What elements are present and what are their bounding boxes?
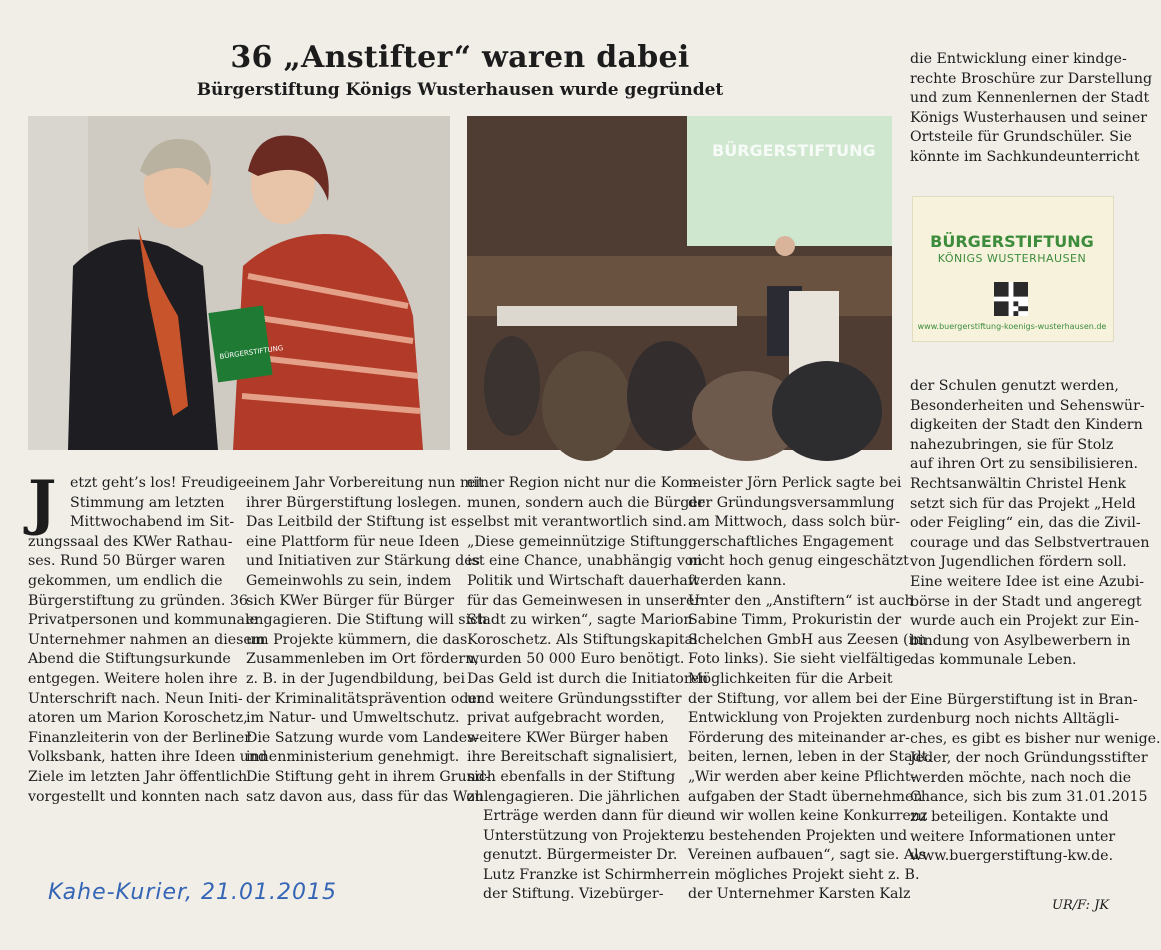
text-line: und zum Kennenlernen der Stadt	[910, 90, 1150, 107]
screen-label: BÜRGERSTIFTUNG	[712, 141, 876, 160]
text-line: Königs Wusterhausen und seiner	[910, 109, 1148, 126]
text-column-2	[246, 474, 490, 807]
text-line: Stimmung am letzten	[70, 494, 225, 511]
text-line: Zusammenleben im Ort fördern,	[246, 651, 479, 668]
text-line: der Stiftung, vor allem bei der	[688, 690, 907, 707]
text-line: innenministerium genehmigt.	[246, 749, 460, 766]
text-line: und weitere Gründungsstifter	[467, 690, 682, 707]
text-line: oder Feigling“ ein, das die Zivil-	[910, 515, 1141, 532]
text-line: um Projekte kümmern, die das	[246, 631, 468, 648]
photo-meeting-room	[467, 116, 892, 450]
text-line: weitere Informationen unter	[910, 828, 1116, 845]
text-line: z. B. in der Jugendbildung, bei	[246, 670, 466, 687]
text-line: Möglichkeiten für die Arbeit	[688, 670, 893, 687]
text-line: der Gründungsversammlung	[688, 494, 895, 511]
text-line: bindung von Asylbewerbern in	[910, 632, 1131, 649]
text-line: und Initiativen zur Stärkung des	[246, 553, 480, 570]
text-line: im Natur- und Umweltschutz.	[246, 710, 460, 727]
photo-credit: UR/F: JK	[1052, 898, 1110, 913]
text-line: meister Jörn Perlick sagte bei	[688, 475, 902, 491]
text-line: Ziele im letzten Jahr öffentlich	[28, 768, 248, 785]
text-line: gerschaftliches Engagement	[688, 533, 894, 550]
text-line: setzt sich für das Projekt „Held	[910, 495, 1136, 512]
text-line: Chance, sich bis zum 31.01.2015	[910, 789, 1148, 806]
text-line: genutzt. Bürgermeister Dr.	[483, 847, 678, 864]
text-line: www.buergerstiftung-kw.de.	[910, 848, 1114, 865]
text-line: Eine Bürgerstiftung ist in Bran-	[910, 691, 1138, 708]
text-column-3	[467, 474, 709, 905]
text-column-5-top	[910, 50, 1153, 168]
text-line: beiten, lernen, leben in der Stadt.	[688, 749, 932, 766]
text-line: satz davon aus, dass für das Wohl	[246, 788, 489, 805]
text-line: Unter den „Anstiftern“ ist auch	[688, 592, 914, 609]
text-line: von Jugendlichen fördern soll.	[910, 554, 1127, 571]
text-line: rechte Broschüre zur Darstellung	[910, 70, 1153, 87]
text-line: könnte im Sachkundeunterricht	[910, 148, 1140, 165]
text-line: für das Gemeinwesen in unserer	[467, 592, 702, 609]
text-line: digkeiten der Stadt den Kindern	[910, 417, 1143, 434]
text-line: Das Leitbild der Stiftung ist es,	[246, 514, 472, 531]
text-line: der Stiftung. Vizebürger-	[483, 886, 664, 903]
text-line: werden möchte, nach noch die	[910, 769, 1132, 786]
text-line: Vereinen aufbauen“, sagt sie. Als	[688, 847, 926, 864]
text-line: Rechtsanwältin Christel Henk	[910, 475, 1127, 492]
text-line: Finanzleiterin von der Berliner	[28, 729, 252, 746]
text-line: Das Geld ist durch die Initiatoren	[467, 670, 709, 687]
foundation-logo	[912, 196, 1114, 342]
text-line: sich KWer Bürger für Bürger	[246, 592, 455, 609]
text-line: einem Jahr Vorbereitung nun mit	[246, 475, 484, 491]
text-line: und wir wollen keine Konkurrenz	[688, 808, 928, 825]
text-line: zu engagieren. Die jährlichen	[467, 788, 680, 805]
text-line: zu bestehenden Projekten und	[688, 827, 908, 844]
drop-cap: J	[28, 468, 57, 538]
text-line: nicht hoch genug eingeschätzt	[688, 553, 909, 570]
text-line: entgegen. Weitere holen ihre	[28, 670, 238, 687]
article-subheadline: Bürgerstiftung Königs Wusterhausen wurde gegründet	[196, 80, 724, 100]
text-line: Ortsteile für Grundschüler. Sie	[910, 129, 1132, 146]
text-line: Privatpersonen und kommunale	[28, 612, 258, 629]
text-line: Unterschrift nach. Neun Initi-	[28, 690, 243, 707]
text-line: sich ebenfalls in der Stiftung	[467, 768, 676, 785]
text-line: Besonderheiten und Sehenswür-	[910, 397, 1145, 414]
text-line: der Kriminalitätsprävention oder	[246, 690, 484, 707]
text-line: courage und das Selbstvertrauen	[910, 534, 1150, 551]
text-line: das kommunale Leben.	[910, 652, 1077, 669]
text-line: weitere KWer Bürger haben	[467, 729, 669, 746]
text-line: ist eine Chance, unabhängig von	[467, 553, 703, 570]
text-line: Mittwochabend im Sit-	[70, 514, 235, 531]
text-line: selbst mit verantwortlich sind.	[467, 514, 687, 531]
text-line: Unternehmer nahmen an diesem	[28, 631, 266, 648]
text-line: börse in der Stadt und angeregt	[910, 593, 1142, 610]
text-line: denburg noch nichts Alltägli-	[910, 711, 1120, 728]
text-line: „Wir werden aber keine Pflicht-	[688, 768, 916, 785]
text-line: ses. Rund 50 Bürger waren	[28, 553, 226, 570]
text-line: Schelchen GmbH aus Zeesen (im	[688, 631, 927, 648]
text-line: privat aufgebracht worden,	[467, 710, 665, 727]
text-line: zungssaal des KWer Rathau-	[28, 533, 233, 550]
logo-url: www.buergerstiftung-koenigs-wusterhausen.de	[917, 322, 1107, 331]
text-column-5-bottom	[910, 377, 1161, 867]
text-line: Die Satzung wurde vom Landes-	[246, 729, 480, 746]
text-line: Förderung des miteinander ar-	[688, 729, 910, 746]
text-column-1	[28, 468, 268, 807]
text-line: ihrer Bürgerstiftung loslegen.	[246, 494, 462, 511]
text-line: der Unternehmer Karsten Kalz	[688, 886, 911, 903]
text-line: munen, sondern auch die Bürger	[467, 494, 705, 511]
text-line: Jeder, der noch Gründungsstifter	[910, 750, 1148, 767]
text-line: zu beteiligen. Kontakte und	[910, 809, 1109, 826]
text-line: Lutz Franzke ist Schirmherr	[483, 866, 688, 883]
text-line: wurde auch ein Projekt zur Ein-	[910, 613, 1140, 630]
text-line: Abend die Stiftungsurkunde	[28, 651, 231, 668]
text-line: atoren um Marion Koroschetz,	[28, 710, 248, 727]
text-line: Bürgerstiftung zu gründen. 36	[28, 592, 248, 609]
handwritten-source-note: Kahe-Kurier, 21.01.2015	[48, 880, 337, 905]
text-line: Volksbank, hatten ihre Ideen und	[28, 749, 268, 766]
text-line: aufgaben der Stadt übernehmen	[688, 788, 923, 805]
text-line: engagieren. Die Stiftung will sich	[246, 612, 488, 629]
text-line: „Diese gemeinnützige Stiftung	[467, 533, 689, 550]
text-line: etzt geht’s los! Freudige	[70, 475, 247, 491]
text-line: Politik und Wirtschaft dauerhaft	[467, 572, 699, 589]
qr-code-icon	[994, 282, 1028, 316]
text-line: ihre Bereitschaft signalisiert,	[467, 749, 678, 766]
text-line: ein mögliches Projekt sieht z. B.	[688, 866, 920, 883]
text-line: am Mittwoch, dass solch bür-	[688, 514, 901, 531]
text-line: Koroschetz. Als Stiftungskapital	[467, 631, 698, 648]
text-column-4	[688, 474, 932, 905]
text-line: Unterstützung von Projekten	[483, 827, 692, 844]
text-line: Stadt zu wirken“, sagte Marion	[467, 612, 693, 629]
article-headline: 36 „Anstifter“ waren dabei	[230, 40, 690, 75]
text-line: der Schulen genutzt werden,	[910, 378, 1119, 394]
text-line: Eine weitere Idee ist eine Azubi-	[910, 573, 1145, 590]
logo-title: BÜRGERSTIFTUNG	[930, 232, 1094, 251]
text-line: Erträge werden dann für die	[483, 808, 690, 825]
text-line: Die Stiftung geht in ihrem Grund-	[246, 768, 490, 785]
text-line: Gemeinwohls zu sein, indem	[246, 572, 452, 589]
text-line: die Entwicklung einer kindge-	[910, 51, 1127, 67]
text-line: ches, es gibt es bisher nur wenige.	[910, 730, 1161, 747]
text-line: Foto links). Sie sieht vielfältige	[688, 651, 912, 668]
text-line: wurden 50 000 Euro benötigt.	[467, 651, 685, 668]
text-line: gekommen, um endlich die	[28, 572, 223, 589]
text-line: Sabine Timm, Prokuristin der	[688, 612, 902, 629]
text-line: werden kann.	[688, 572, 787, 589]
text-line: auf ihren Ort zu sensibilisieren.	[910, 456, 1138, 473]
text-line: nahezubringen, sie für Stolz	[910, 436, 1114, 453]
booklet-label: BÜRGERSTIFTUNG	[219, 344, 284, 361]
logo-subtitle: KÖNIGS WUSTERHAUSEN	[937, 252, 1087, 265]
text-line: vorgestellt und konnten nach	[28, 788, 240, 805]
photo-two-women	[28, 116, 450, 450]
text-line: eine Plattform für neue Ideen	[246, 533, 460, 550]
text-line: Entwicklung von Projekten zur	[688, 710, 911, 727]
text-line: einer Region nicht nur die Kom-	[467, 475, 698, 491]
